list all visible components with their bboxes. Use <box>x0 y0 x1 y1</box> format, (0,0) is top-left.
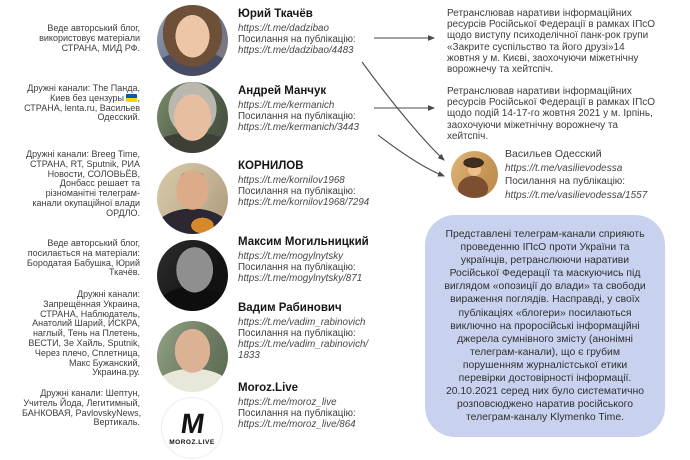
publication-label: Посилання на публікацію: <box>238 262 356 273</box>
summary-line: вираження поглядів. Насправді, у своїх <box>450 294 640 306</box>
profile-photo-tkachev <box>157 5 228 76</box>
note-line: СТРАНА, lenta.ru, Васильев <box>24 102 140 113</box>
summary-line: проведенню ІПсО проти України та <box>460 242 630 254</box>
narrative-line: заохочуючи міжетнічну ворожнечу та <box>447 119 618 131</box>
summary-line: перевірки достовірності інформації. <box>458 373 632 385</box>
note-line: БАНКОВАЯ, PavlovskyNews, <box>22 407 142 418</box>
friendly-channels-note <box>22 24 140 53</box>
note-line: Веде авторський блог, <box>47 238 140 248</box>
publication-url: https://t.me/kornilov1968/7294 <box>238 197 370 208</box>
note-line: наглый, Тень на Плетень, <box>32 328 140 339</box>
summary-line: Представлені телеграм-канали сприяють <box>445 229 645 240</box>
summary-line: українців, ретранслюючи наративи <box>460 255 630 267</box>
narrative-line: жовтня у м. Києві, заохочуючи міжетнічну <box>447 52 639 64</box>
publication-label: Посилання на публікацію: <box>505 176 626 187</box>
channel-name: Андрей Манчук <box>238 85 327 97</box>
channel-name: Moroz.Live <box>238 382 299 394</box>
profile-photo-rabinovich <box>157 321 228 392</box>
channel-name: Васильев Одесский <box>505 148 602 160</box>
note-line: Донбасс решает та <box>59 178 140 189</box>
moroz-logo-letter: M <box>179 407 205 439</box>
profile-photo-mogylnytsky <box>157 240 228 311</box>
note-line: Киев без цензуры , <box>50 92 140 103</box>
channel-url: https://t.me/dadzibao <box>238 23 329 34</box>
publication-url: https://t.me/kermanich/3443 <box>238 122 359 133</box>
narrative-line: Ретранслював наративи інформаційних <box>447 8 632 19</box>
publication-label: Посилання на публікацію: <box>238 328 356 339</box>
friendly-channels-note <box>22 239 140 278</box>
channel-url: https://t.me/moroz_live <box>238 397 337 408</box>
friendly-channels-note <box>22 150 140 219</box>
note-line: ОРДЛО. <box>106 207 140 218</box>
summary-line: 20.10.2021 серед них було систематично <box>445 386 645 398</box>
publication-label: Посилання на публікацію: <box>238 408 356 419</box>
channel-info <box>238 382 390 430</box>
note-line: Вертикаль. <box>93 417 140 428</box>
narrative-line: щодо виступу психоделічної панк-рок групи <box>447 30 649 42</box>
friendly-channels-note <box>22 84 140 123</box>
narrative-note-kyiv <box>447 8 655 75</box>
profile-photo-manchuk <box>157 82 228 153</box>
note-line: Дружні канали: The Панда, <box>27 83 140 93</box>
moroz-live-logo-text: MOROZ.LIVE <box>169 438 215 446</box>
channel-url: https://t.me/vadim_rabinovich <box>238 317 366 328</box>
narrative-line: хейтспіч. <box>447 130 489 142</box>
summary-line: Російської Федерації та маскуючись під <box>449 268 641 280</box>
summary-line: телеграм-канали), що є грубим <box>470 346 620 358</box>
note-line: Учитель Йода, Легитимный, <box>23 397 140 408</box>
narrative-line: ворожнечу та хейтспіч. <box>447 64 554 76</box>
channel-name: Максим Могильницкий <box>238 236 369 248</box>
profile-photo-moroz <box>161 397 223 459</box>
channel-url: https://t.me/kermanich <box>238 100 335 111</box>
publication-url: https://t.me/vasilievodessa/1557 <box>505 189 648 201</box>
narrative-line: ресурсів Російської Федерації в рамках ІПсО <box>447 19 656 31</box>
publication-url: 1833 <box>238 350 260 361</box>
publication-label: Посилання на публікацію: <box>238 34 356 45</box>
publication-url: https://t.me/mogylnytsky/871 <box>238 273 363 284</box>
narrative-note-irpin <box>447 86 655 142</box>
note-line: Запрещённая Украина, <box>43 298 140 309</box>
note-line: ВЕСТИ, Зе Хайль, Sputnik, <box>28 337 140 348</box>
publication-label: Посилання на публікацію: <box>238 111 356 122</box>
friendly-channels-note <box>22 290 140 378</box>
narrative-line: Ретранслював наративи інформаційних <box>447 86 632 97</box>
vasiliev-info <box>505 148 647 202</box>
summary-line: порушенням журналістської етики <box>462 359 628 371</box>
note-line: Дружні канали: <box>77 289 140 299</box>
narrative-line: «Закрите суспільство та його друзі»14 <box>447 41 625 53</box>
note-line: Через плечо, Сплетница, <box>34 347 140 358</box>
summary-line: телеграм-каналу Klymenko Time. <box>466 412 624 424</box>
summary-line: виглядом «опозиції до влади» та свободи <box>444 281 646 293</box>
note-line: Бородатая Бабушка, Юрий <box>26 257 140 268</box>
friendly-channels-note <box>22 389 140 428</box>
note-line: СТРАНА, МИД РФ. <box>61 42 140 53</box>
channel-info <box>238 160 390 208</box>
narrative-line: ресурсів Російської Федерації в рамках ІПсО <box>447 97 656 109</box>
profile-photo-vasiliev <box>451 151 498 198</box>
note-line: Анатолий Шарий, ИСКРА, <box>32 318 140 329</box>
note-line: СТРАНА, RT, Sputnik, РИА <box>30 158 140 169</box>
channel-name: Юрий Ткачёв <box>238 8 313 20</box>
summary-line: публікаціях «блогери» посилаються <box>458 307 632 319</box>
channel-info <box>238 302 390 361</box>
note-line: СТРАНА, Наблюдатель, <box>40 308 140 319</box>
channel-info <box>238 236 390 284</box>
note-line: посилається на матеріали: <box>27 247 140 258</box>
publication-url: https://t.me/dadzibao/4483 <box>238 45 354 56</box>
publication-label: Посилання на публікацію: <box>238 186 356 197</box>
note-line: Украина.ру. <box>92 367 140 378</box>
publication-url: https://t.me/moroz_live/864 <box>238 419 356 430</box>
note-line: Дружні канали: Breeg Time, <box>25 149 140 159</box>
note-line: різноманітні телеграм- <box>45 188 140 199</box>
summary-line: розповсюджено наратив російського <box>456 399 634 411</box>
note-line: Одесский. <box>97 112 140 123</box>
channel-name: КОРНИЛОВ <box>238 160 304 172</box>
channel-info <box>238 85 390 133</box>
summary-line: виключно на проросійські інформаційні <box>450 320 640 332</box>
note-line: Веде авторський блог, <box>47 23 140 33</box>
channel-url: https://t.me/mogylnytsky <box>238 251 344 262</box>
ukraine-flag-icon <box>126 94 137 102</box>
note-line: Макс Бужанский, <box>69 357 140 368</box>
note-line: Ткачёв. <box>108 267 140 278</box>
channel-url: https://t.me/kornilov1968 <box>238 175 345 186</box>
note-line: канали окупаційної влади <box>32 197 140 208</box>
summary-line: джерела сумнівного змісту (анонімні <box>457 333 633 345</box>
note-line: Дружні канали: Шептун, <box>40 388 140 398</box>
note-line: Новости, СОЛОВЬЁВ, <box>47 168 140 179</box>
profile-photo-kornilov <box>157 163 228 234</box>
channel-name: Вадим Рабинович <box>238 302 342 314</box>
channel-info <box>238 8 390 56</box>
channel-url: https://t.me/vasilievodessa <box>505 162 623 174</box>
summary-box <box>425 215 665 437</box>
publication-url: https://t.me/vadim_rabinovich/ <box>238 339 369 350</box>
note-line: використовує матеріали <box>39 32 140 43</box>
narrative-line: щодо подій 14-17-го жовтня 2021 у м. Ірпінь, <box>447 108 653 120</box>
